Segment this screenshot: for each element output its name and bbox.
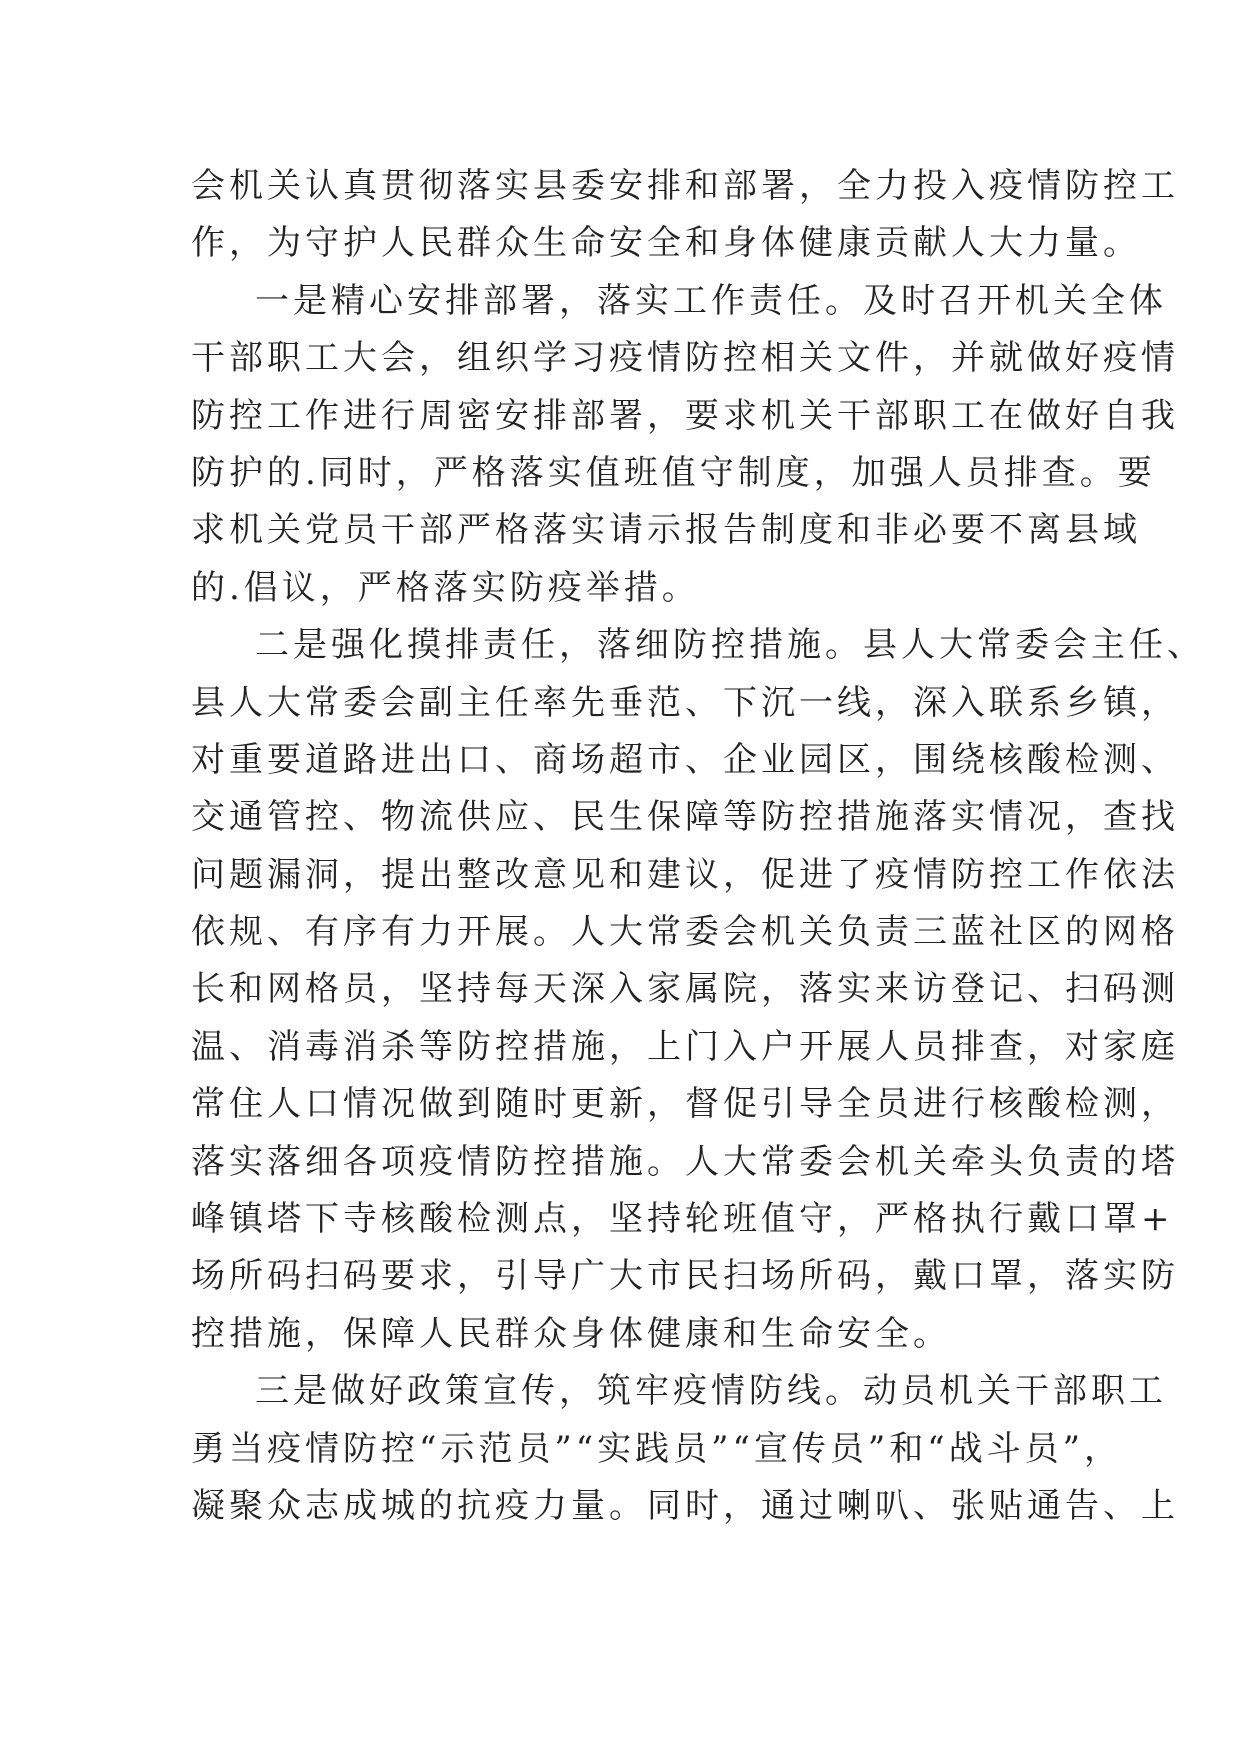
text-line: 常住人口情况做到随时更新，督促引导全员进行核酸检测， bbox=[191, 1084, 1179, 1125]
text-line: 的.倡议，严格落实防疫举措。 bbox=[191, 567, 700, 608]
document-body bbox=[191, 158, 1205, 1535]
text-line: 依规、有序有力开展。人大常委会机关负责三蓝社区的网格 bbox=[191, 912, 1179, 953]
text-line: 温、消毒消杀等防控措施，上门入户开展人员排查，对家庭 bbox=[191, 1026, 1179, 1067]
text-line: 交通管控、物流供应、民生保障等防控措施落实情况，查找 bbox=[191, 797, 1179, 838]
text-line: 落实落细各项疫情防控措施。人大常委会机关牵头负责的塔 bbox=[191, 1141, 1179, 1182]
paragraph-heading-line: 二是强化摸排责任，落细防控措施。县人大常委会主任、 bbox=[255, 625, 1205, 666]
text-line: 问题漏洞，提出整改意见和建议，促进了疫情防控工作依法 bbox=[191, 854, 1179, 895]
text-line: 防控工作进行周密安排部署，要求机关干部职工在做好自我 bbox=[191, 395, 1179, 436]
text-line: 勇当疫情防控“示范员”“实践员”“宣传员”和“战斗员”， bbox=[191, 1428, 1123, 1469]
text-line: 会机关认真贯彻落实县委安排和部署，全力投入疫情防控工 bbox=[191, 166, 1179, 206]
text-line: 求机关党员干部严格落实请示报告制度和非必要不离县域 bbox=[191, 510, 1141, 551]
text-line: 峰镇塔下寺核酸检测点，坚持轮班值守，严格执行戴口罩+ bbox=[191, 1199, 1174, 1240]
paragraph-heading-line: 三是做好政策宣传，筑牢疫情防线。动员机关干部职工 bbox=[255, 1371, 1167, 1412]
text-line: 控措施，保障人民群众身体健康和生命安全。 bbox=[191, 1313, 951, 1354]
text-line: 凝聚众志成城的抗疫力量。同时，通过喇叭、张贴通告、上 bbox=[191, 1485, 1179, 1526]
text-line: 场所码扫码要求，引导广大市民扫场所码，戴口罩，落实防 bbox=[191, 1256, 1179, 1297]
text-line: 作，为守护人民群众生命安全和身体健康贡献人大力量。 bbox=[191, 223, 1141, 264]
text-line: 县人大常委会副主任率先垂范、下沉一线，深入联系乡镇， bbox=[191, 682, 1179, 723]
text-line: 长和网格员，坚持每天深入家属院，落实来访登记、扫码测 bbox=[191, 969, 1179, 1010]
text-line: 对重要道路进出口、商场超市、企业园区，围绕核酸检测、 bbox=[191, 739, 1179, 780]
text-line: 干部职工大会，组织学习疫情防控相关文件，并就做好疫情 bbox=[191, 338, 1179, 379]
text-line: 防护的.同时，严格落实值班值守制度，加强人员排查。要 bbox=[191, 452, 1156, 493]
paragraph-heading-line: 一是精心安排部署，落实工作责任。及时召开机关全体 bbox=[255, 280, 1167, 321]
